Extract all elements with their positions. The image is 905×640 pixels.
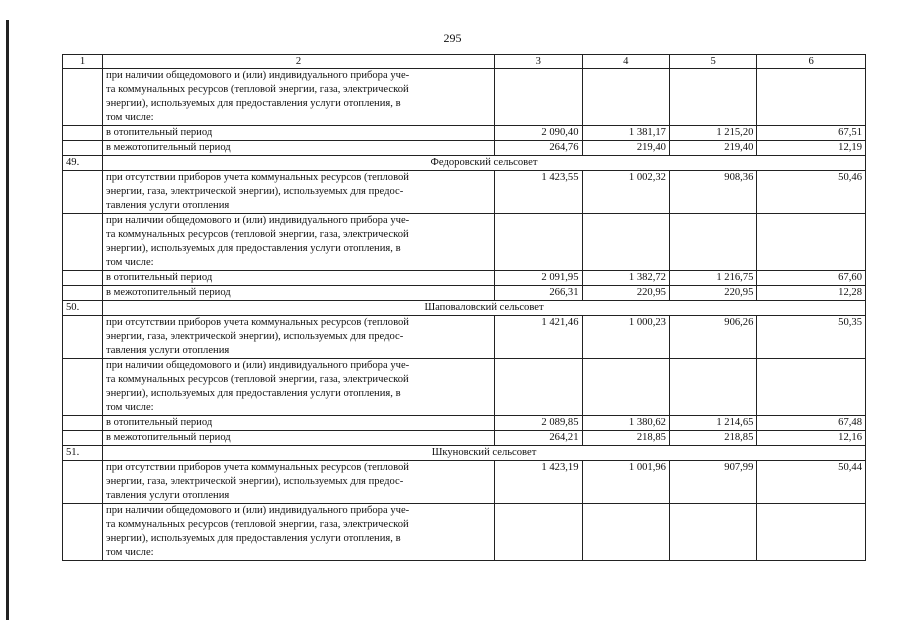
- table-row: [63, 431, 866, 446]
- description-line: при отсутствии приборов учета коммунальных ресурсов (тепловой: [106, 172, 409, 183]
- value-cell-v4: 1 001,96: [582, 461, 669, 504]
- description-line: в межотопительный период: [106, 142, 231, 153]
- table-row: [63, 461, 866, 504]
- description-line: энергии), используемых для предоставления услуги отопления, в: [106, 243, 401, 254]
- page-number: 295: [443, 31, 462, 45]
- value-cell-v6: 12,16: [757, 431, 866, 446]
- column-header-2: 2: [103, 55, 495, 69]
- value-cell-v6: 67,48: [757, 416, 866, 431]
- description-line: при наличии общедомового и (или) индивидуального прибора уче-: [106, 360, 410, 371]
- column-header-4: 4: [582, 55, 669, 69]
- table-row: [63, 416, 866, 431]
- description-line: в межотопительный период: [106, 287, 231, 298]
- value-cell-v5: 1 214,65: [669, 416, 756, 431]
- value-cell-v3: [495, 214, 582, 271]
- description-line: в отопительный период: [106, 127, 213, 138]
- value-cell-v5: 907,99: [669, 461, 756, 504]
- row-description: [103, 171, 495, 214]
- description-line: энергии), используемых для предоставления услуги отопления, в: [106, 98, 401, 109]
- value-cell-v5: [669, 504, 756, 561]
- description-line: в межотопительный период: [106, 432, 231, 443]
- table-row: [63, 271, 866, 286]
- row-description: [103, 141, 495, 156]
- value-cell-v3: 1 423,55: [495, 171, 582, 214]
- row-number: 50.: [63, 301, 103, 316]
- row-number: [63, 461, 103, 504]
- value-cell-v3: 264,76: [495, 141, 582, 156]
- table-row: [63, 141, 866, 156]
- column-header-6: 6: [757, 55, 866, 69]
- row-number: [63, 416, 103, 431]
- description-line: энергии, газа, электрической энергии), используемых для предос-: [106, 331, 404, 342]
- value-cell-v3: 266,31: [495, 286, 582, 301]
- value-cell-v6: 67,60: [757, 271, 866, 286]
- value-cell-v5: 1 215,20: [669, 126, 756, 141]
- value-cell-v6: 50,35: [757, 316, 866, 359]
- row-description: [103, 271, 495, 286]
- description-line: тавления услуги отопления: [106, 490, 230, 501]
- row-number: [63, 286, 103, 301]
- row-description: [103, 416, 495, 431]
- table-row: [63, 359, 866, 416]
- column-header-5: 5: [669, 55, 756, 69]
- value-cell-v6: [757, 504, 866, 561]
- description-line: том числе:: [106, 547, 154, 558]
- section-title: Федоровский сельсовет: [103, 156, 866, 171]
- value-cell-v3: 2 091,95: [495, 271, 582, 286]
- row-description: [103, 286, 495, 301]
- row-number: [63, 316, 103, 359]
- row-number: [63, 126, 103, 141]
- value-cell-v3: [495, 359, 582, 416]
- value-cell-v6: 12,19: [757, 141, 866, 156]
- value-cell-v4: 219,40: [582, 141, 669, 156]
- row-number: [63, 359, 103, 416]
- value-cell-v3: 1 421,46: [495, 316, 582, 359]
- value-cell-v5: [669, 214, 756, 271]
- description-line: энергии, газа, электрической энергии), используемых для предос-: [106, 476, 404, 487]
- row-description: [103, 504, 495, 561]
- description-line: том числе:: [106, 112, 154, 123]
- value-cell-v3: 2 090,40: [495, 126, 582, 141]
- row-number: 49.: [63, 156, 103, 171]
- description-line: энергии, газа, электрической энергии), используемых для предос-: [106, 186, 404, 197]
- value-cell-v6: 50,44: [757, 461, 866, 504]
- value-cell-v3: 2 089,85: [495, 416, 582, 431]
- tariff-table-body: [63, 55, 866, 561]
- value-cell-v6: [757, 214, 866, 271]
- description-line: та коммунальных ресурсов (тепловой энергии, газа, электрической: [106, 374, 409, 385]
- value-cell-v4: [582, 69, 669, 126]
- value-cell-v4: 1 382,72: [582, 271, 669, 286]
- row-number: [63, 431, 103, 446]
- table-row: [63, 171, 866, 214]
- section-title: Шкуновский сельсовет: [103, 446, 866, 461]
- row-number: [63, 214, 103, 271]
- row-description: [103, 461, 495, 504]
- value-cell-v5: 218,85: [669, 431, 756, 446]
- description-line: при отсутствии приборов учета коммунальных ресурсов (тепловой: [106, 317, 409, 328]
- tariff-table: [62, 54, 866, 561]
- description-line: в отопительный период: [106, 417, 213, 428]
- table-row: [63, 316, 866, 359]
- value-cell-v6: 67,51: [757, 126, 866, 141]
- value-cell-v5: [669, 359, 756, 416]
- table-row: [63, 69, 866, 126]
- value-cell-v3: 264,21: [495, 431, 582, 446]
- description-line: та коммунальных ресурсов (тепловой энергии, газа, электрической: [106, 84, 409, 95]
- row-description: [103, 126, 495, 141]
- section-title: Шаповаловский сельсовет: [103, 301, 866, 316]
- value-cell-v4: [582, 214, 669, 271]
- row-number: [63, 171, 103, 214]
- scan-edge-shadow: [6, 20, 9, 620]
- value-cell-v5: 219,40: [669, 141, 756, 156]
- column-header-row: [63, 55, 866, 69]
- column-header-1: 1: [63, 55, 103, 69]
- row-description: [103, 69, 495, 126]
- description-line: та коммунальных ресурсов (тепловой энергии, газа, электрической: [106, 229, 409, 240]
- value-cell-v6: 50,46: [757, 171, 866, 214]
- row-number: [63, 141, 103, 156]
- section-header-row: [63, 301, 866, 316]
- section-header-row: [63, 446, 866, 461]
- description-line: том числе:: [106, 402, 154, 413]
- description-line: энергии), используемых для предоставления услуги отопления, в: [106, 533, 401, 544]
- value-cell-v4: 1 002,32: [582, 171, 669, 214]
- description-line: тавления услуги отопления: [106, 345, 230, 356]
- value-cell-v6: 12,28: [757, 286, 866, 301]
- table-row: [63, 126, 866, 141]
- value-cell-v5: 1 216,75: [669, 271, 756, 286]
- row-description: [103, 359, 495, 416]
- value-cell-v3: [495, 69, 582, 126]
- value-cell-v5: 908,36: [669, 171, 756, 214]
- value-cell-v4: 1 381,17: [582, 126, 669, 141]
- row-number: [63, 69, 103, 126]
- table-row: [63, 286, 866, 301]
- value-cell-v4: [582, 359, 669, 416]
- description-line: при отсутствии приборов учета коммунальных ресурсов (тепловой: [106, 462, 409, 473]
- value-cell-v3: 1 423,19: [495, 461, 582, 504]
- value-cell-v4: 1 000,23: [582, 316, 669, 359]
- description-line: при наличии общедомового и (или) индивидуального прибора уче-: [106, 505, 410, 516]
- value-cell-v5: 220,95: [669, 286, 756, 301]
- description-line: тавления услуги отопления: [106, 200, 230, 211]
- row-number: [63, 504, 103, 561]
- row-description: [103, 316, 495, 359]
- value-cell-v4: 218,85: [582, 431, 669, 446]
- table-row: [63, 504, 866, 561]
- value-cell-v4: [582, 504, 669, 561]
- row-description: [103, 431, 495, 446]
- row-description: [103, 214, 495, 271]
- value-cell-v4: 220,95: [582, 286, 669, 301]
- description-line: при наличии общедомового и (или) индивидуального прибора уче-: [106, 70, 410, 81]
- value-cell-v5: [669, 69, 756, 126]
- table-row: [63, 214, 866, 271]
- value-cell-v6: [757, 69, 866, 126]
- row-number: 51.: [63, 446, 103, 461]
- description-line: энергии), используемых для предоставления услуги отопления, в: [106, 388, 401, 399]
- value-cell-v4: 1 380,62: [582, 416, 669, 431]
- column-header-3: 3: [495, 55, 582, 69]
- description-line: при наличии общедомового и (или) индивидуального прибора уче-: [106, 215, 410, 226]
- value-cell-v5: 906,26: [669, 316, 756, 359]
- description-line: в отопительный период: [106, 272, 213, 283]
- description-line: та коммунальных ресурсов (тепловой энергии, газа, электрической: [106, 519, 409, 530]
- row-number: [63, 271, 103, 286]
- description-line: том числе:: [106, 257, 154, 268]
- value-cell-v6: [757, 359, 866, 416]
- section-header-row: [63, 156, 866, 171]
- value-cell-v3: [495, 504, 582, 561]
